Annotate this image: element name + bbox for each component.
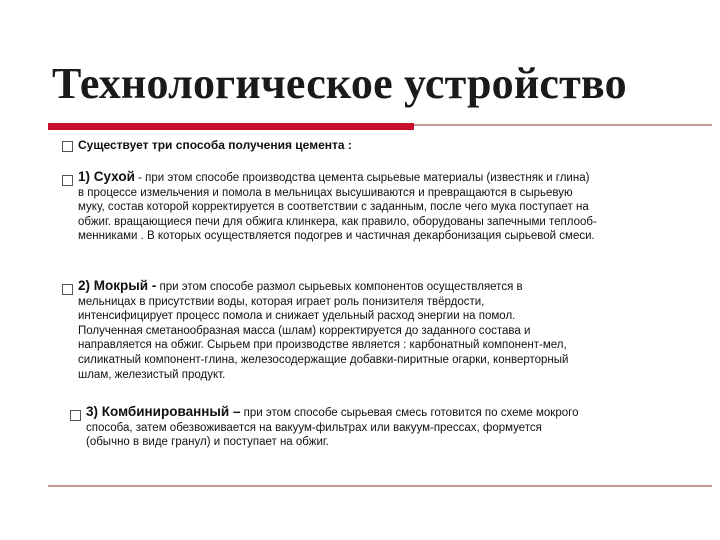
checkbox-icon <box>62 141 73 152</box>
method-line: способа, затем обезвоживается на вакуум-фильтрах или вакуум-прессах, формуется <box>86 421 542 434</box>
slide-title: Технологическое устройство <box>52 59 627 108</box>
title-accent-bar <box>48 123 414 130</box>
method-line: (обычно в виде гранул) и поступает на обжиг. <box>86 436 329 449</box>
method-line: силикатный компонент-глина, железосодержащие добавки-пиритные огарки, конверторный <box>78 353 569 366</box>
method-line: в процессе измельчения и помола в мельницах высушиваются и превращаются в сырьевую <box>78 186 573 199</box>
method-line: Полученная сметанообразная масса (шлам) корректируется до заданного состава и <box>78 324 531 337</box>
method-wet <box>78 279 678 382</box>
method-text: - при этом способе производства цемента сырьевые материалы (известняк и глина) <box>134 172 590 184</box>
method-line: интенсифицирует процесс помола и снижает удельный расход энергии на помол. <box>78 310 516 323</box>
method-line: направляется на обжиг. Сырьем при производстве является : карбонатный компонент-мел, <box>78 339 567 352</box>
method-line: мельницах в присутствии воды, которая играет роль понизителя твёрдости, <box>78 295 485 308</box>
method-line: обжиг. вращающиеся печи для обжига клинкера, как правило, оборудованы запечными теплооб- <box>78 215 597 228</box>
checkbox-icon <box>62 284 73 295</box>
method-line: менниками . В которых осуществляется подогрев и частичная декарбонизация сырьевой смеси. <box>78 230 595 243</box>
method-line: муку, состав которой корректируется в соответствии с заданным, после чего мука поступает на <box>78 201 589 214</box>
method-text: при этом способе сырьевая смесь готовится по схеме мокрого <box>240 407 579 419</box>
bottom-divider <box>48 485 712 487</box>
method-first-line <box>86 405 686 421</box>
method-heading: 2) Мокрый - <box>78 278 157 293</box>
intro-text: Существует три способа получения цемента : <box>78 138 352 152</box>
method-line: шлам, железистый продукт. <box>78 368 226 381</box>
method-combined <box>86 405 686 450</box>
method-dry <box>78 170 708 244</box>
checkbox-icon <box>62 175 73 186</box>
method-heading: 1) Сухой <box>78 169 135 184</box>
method-first-line <box>78 279 678 295</box>
method-heading: 3) Комбинированный – <box>86 404 241 419</box>
checkbox-icon <box>70 410 81 421</box>
method-text: при этом способе размол сырьевых компонентов осуществляется в <box>156 281 523 293</box>
method-first-line <box>78 170 708 186</box>
